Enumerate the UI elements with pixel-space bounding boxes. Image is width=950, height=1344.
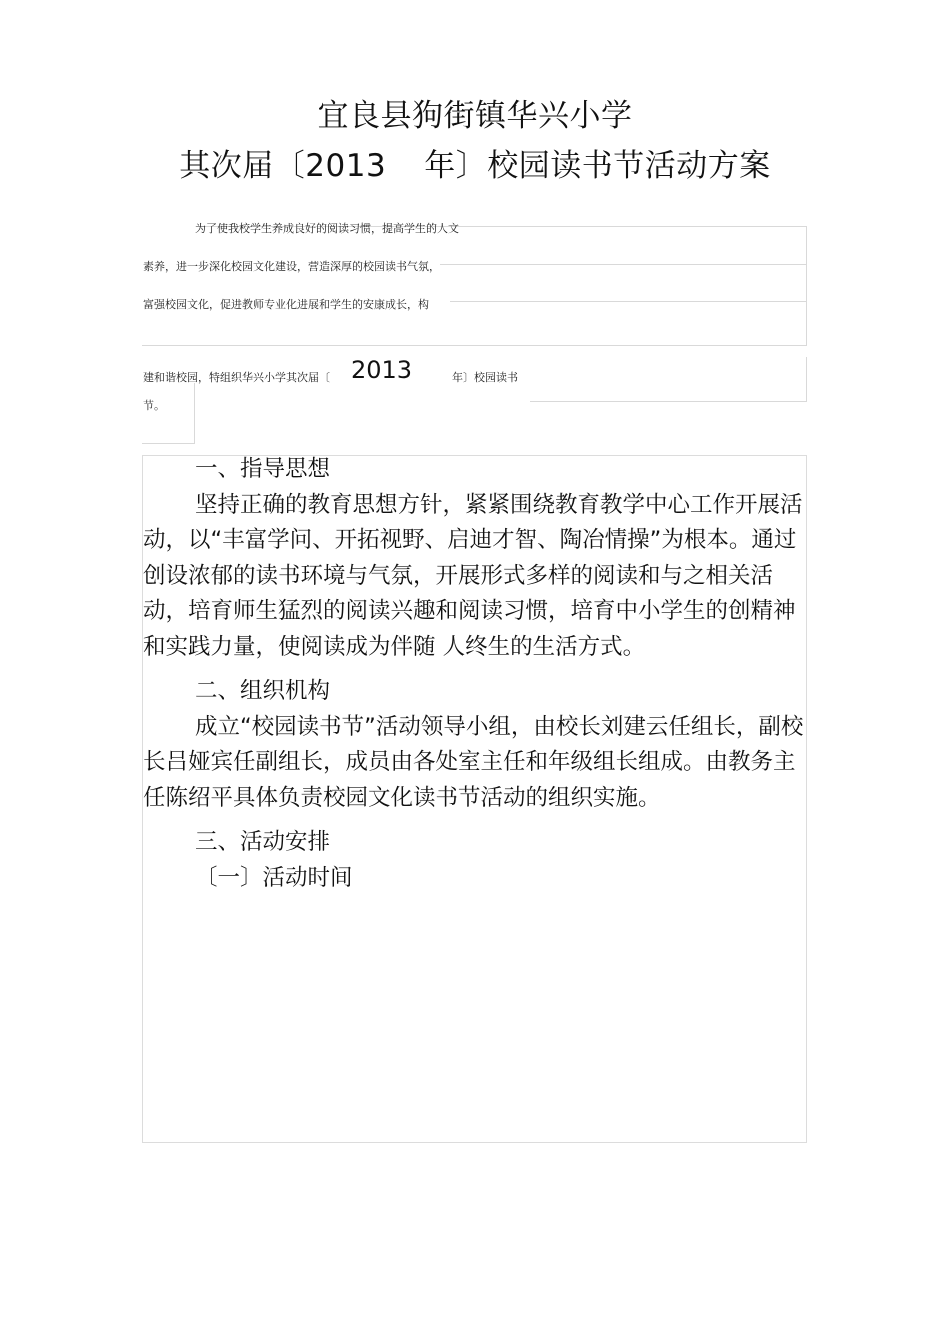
- intro-line-4b: 年〕校园读书: [452, 371, 518, 384]
- subsection-heading-time: 〔一〕活动时间: [195, 864, 353, 891]
- intro-border-right-2: [806, 357, 807, 401]
- intro-border-bottom: [142, 345, 807, 346]
- intro-rule-4: [194, 383, 195, 443]
- section-heading-arrangement: 三、活动安排: [195, 829, 331, 855]
- intro-rule-5: [142, 443, 195, 444]
- intro-line-4a: 建和谐校园，特组织华兴小学其次届〔: [143, 371, 330, 384]
- section-heading-guiding-ideology: 一、指导思想: [195, 456, 331, 482]
- intro-line-3: 富强校园文化，促进教师专业化进展和学生的安康成长，构: [143, 298, 429, 311]
- intro-rule-1: [440, 264, 807, 265]
- intro-rule-2: [450, 301, 807, 302]
- intro-line-1: 为了使我校学生养成良好的阅读习惯，提高学生的人文: [195, 222, 459, 235]
- intro-rule-3: [530, 401, 807, 402]
- intro-line-2: 素养，进一步深化校园文化建设，营造深厚的校园读书气氛，: [143, 260, 440, 273]
- section-heading-organization: 二、组织机构: [195, 678, 331, 704]
- section-paragraph-organization: 成立“校园读书节”活动领导小组，由校长刘建云任组长，副校长吕娅宾任副组长，成员由各处室主任和年级组长组成。由教务主任陈绍平具体负责校园文化读书节活动的组织实施。: [143, 713, 804, 811]
- subtitle-part-1: 其次届〔2013: [179, 148, 387, 184]
- intro-border-right: [806, 226, 807, 346]
- intro-year: 2013: [351, 356, 413, 384]
- document-body: [143, 452, 813, 896]
- intro-line-5: 节。: [143, 399, 165, 412]
- document-title: 宜良县狗街镇华兴小学: [317, 98, 633, 134]
- document-subtitle: [0, 140, 950, 185]
- section-paragraph-guiding-ideology: 坚持正确的教育思想方针，紧紧围绕教育教学中心工作开展活动，以“丰富学问、开拓视野、启迪才智、陶冶情操”为根本。通过创设浓郁的读书环境与气氛，开展形式多样的阅读和与之相关活动，培育师生猛烈的阅读兴趣和阅读习惯，培育中小学生的创精神和实践力量，使阅读成为伴随 人终生的生活方式。: [143, 491, 803, 660]
- subtitle-part-2: 年〕校园读书节活动方案: [424, 148, 771, 184]
